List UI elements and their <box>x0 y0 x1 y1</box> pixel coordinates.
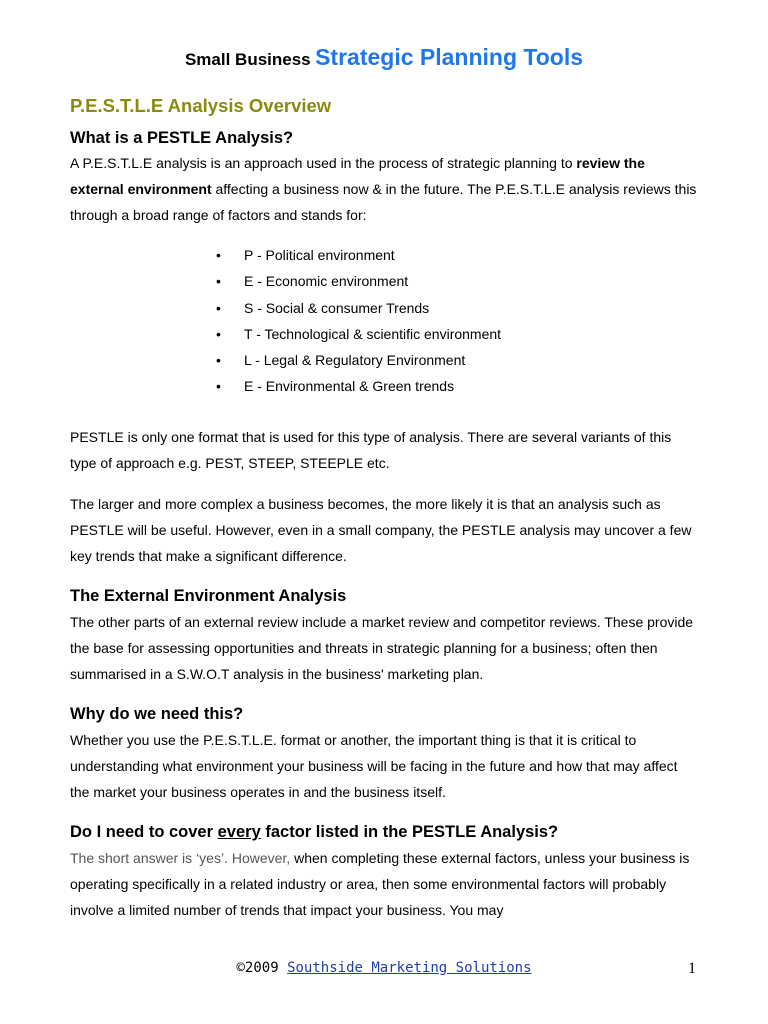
heading-text-1: Do I need to cover <box>70 822 218 841</box>
variants-paragraph: PESTLE is only one format that is used for this type of analysis. There are several variants of this type of approach e.g. PEST, STEEP, STEEPLE etc. <box>70 428 672 471</box>
intro-paragraph <box>70 150 698 228</box>
external-environment-paragraph: The other parts of an external review include a market review and competitor reviews. These provide the base for assessing opportunities and threats in strategic planning for a business; often then summarised in a S.W.O.T analysis in the business' marketing plan. <box>70 613 694 682</box>
heading-underlined-word: every <box>217 822 261 841</box>
document-title <box>0 44 768 71</box>
gray-text: The short answer is ‘yes’. However, <box>70 849 291 866</box>
footer-credit <box>0 960 768 976</box>
list-item-text: S - Social & consumer Trends <box>244 299 430 316</box>
page-number: 1 <box>688 960 696 977</box>
heading-text-2: factor listed in the PESTLE Analysis? <box>260 822 559 841</box>
bullet-icon: • <box>216 352 221 369</box>
intro-text-1: A P.E.S.T.L.E analysis is an approach used in the process of strategic planning to <box>70 155 577 171</box>
bullet-icon: • <box>216 273 221 290</box>
intro-bold-text: review the external environment <box>70 155 645 197</box>
list-item <box>216 242 698 268</box>
list-item <box>216 373 698 399</box>
list-item <box>216 347 698 373</box>
list-item-text: E - Environmental & Green trends <box>244 378 455 395</box>
every-factor-paragraph <box>70 845 698 923</box>
document-body <box>70 95 698 923</box>
complexity-paragraph: The larger and more complex a business becomes, the more likely it is that an analysis such as PESTLE will be useful. However, even in a small company, the PESTLE analysis may uncover a few key trends that make a significant difference. <box>70 495 692 564</box>
bullet-icon: • <box>216 247 221 263</box>
section-heading-every-factor <box>70 823 698 842</box>
pestle-factor-list <box>70 242 698 400</box>
title-main: Strategic Planning Tools <box>315 44 584 70</box>
page-footer <box>0 958 768 982</box>
intro-text-2: affecting a business now & in the future. The P.E.S.T.L.E analysis reviews this through a broad range of factors and stands for: <box>70 181 697 223</box>
why-need-paragraph: Whether you use the P.E.S.T.L.E. format or another, the important thing is that it is critical to understanding what environment your business will be facing in the future and how that may affect the market your business operates in and the business itself. <box>70 731 678 800</box>
list-item-text: L - Legal & Regulatory Environment <box>244 352 466 369</box>
list-item-text: E - Economic environment <box>244 273 409 290</box>
section-heading-what-is-pestle: What is a PESTLE Analysis? <box>70 129 294 147</box>
list-item <box>216 268 698 294</box>
copyright-text: ©2009 <box>236 960 279 976</box>
bullet-icon: • <box>216 378 221 395</box>
paragraph-text: when completing these external factors, unless your business is operating specifically in a related industry or area, then some environmental factors will probably involve a limited number of trends that impact your business. You may <box>70 849 690 918</box>
list-item <box>216 295 698 321</box>
title-prefix: Small Business <box>184 50 311 69</box>
section-heading-why-need: Why do we need this? <box>70 704 244 723</box>
section-heading-external-environment: The External Environment Analysis <box>70 586 347 605</box>
company-link[interactable]: Southside Marketing Solutions <box>287 960 532 976</box>
list-item-text: P - Political environment <box>244 247 395 263</box>
overview-heading: P.E.S.T.L.E Analysis Overview <box>70 95 332 116</box>
bullet-icon: • <box>216 325 221 342</box>
bullet-icon: • <box>216 299 221 316</box>
list-item <box>216 321 698 347</box>
list-item-text: T - Technological & scientific environment <box>244 325 502 342</box>
